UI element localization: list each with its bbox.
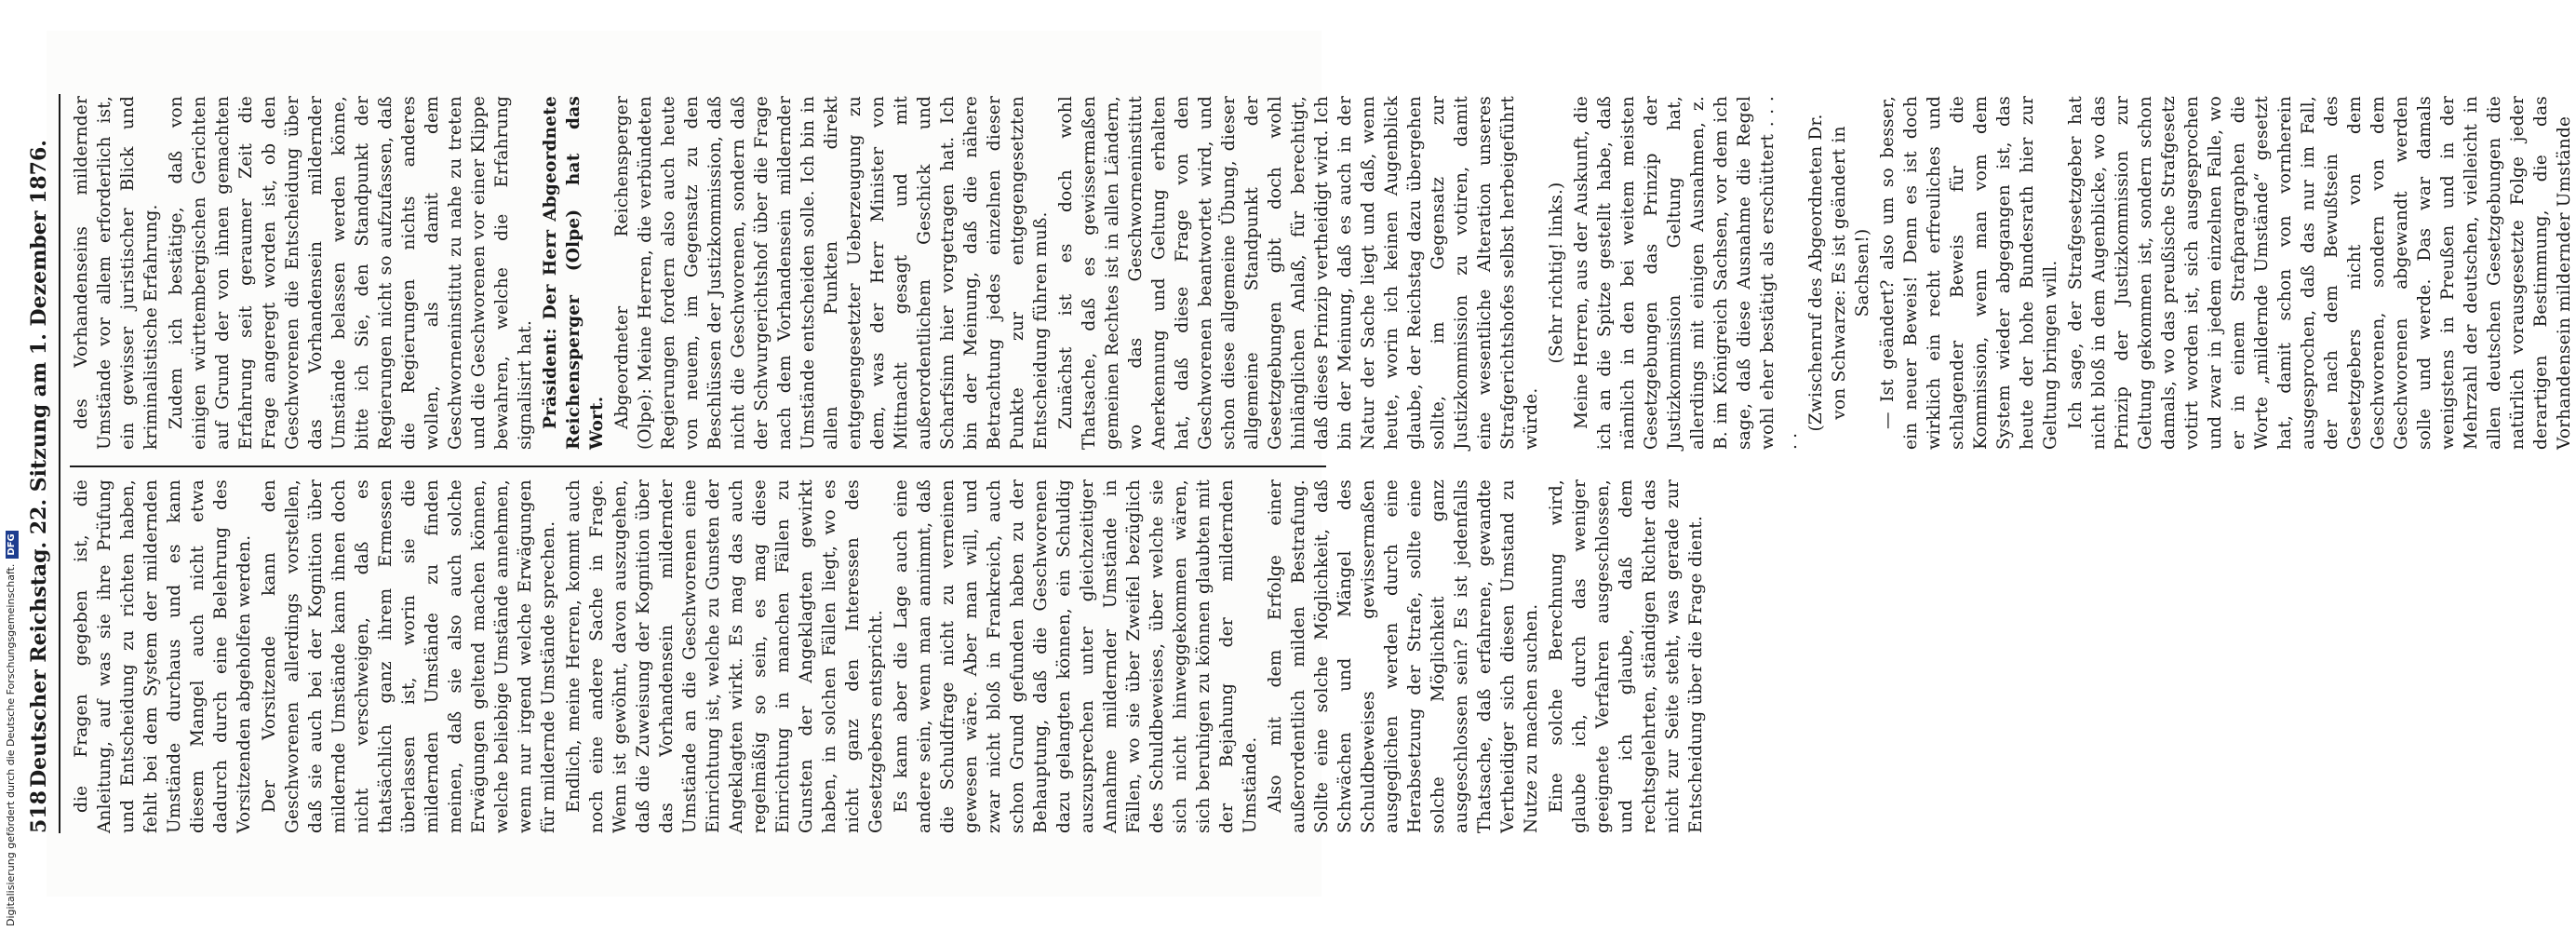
dfg-logo: DFG xyxy=(6,531,19,558)
credit-text: Digitalisierung gefördert durch die Deutsche Forschungsgemeinschaft. xyxy=(5,563,17,926)
paragraph: Endlich, meine Herren, kommt auch noch eine andere Sache in Frage. Wenn ist gewöhnt, davon auszugehen, daß die Zuweisung der Kognition über das Vorhandensein mildernder Umstände an die Geschworenen eine Einrichtung ist, welche zu Gunsten der Angeklagten wirkt. Es mag das auch regelmäßig so sein, es mag diese Einrichtung in manchen Fällen zu Gunsten der Angeklagten gewirkt haben, in solchen Fällen liegt, wo es nicht ganz den Interessen des Gesetzgebers entspricht. xyxy=(564,479,886,833)
left-column xyxy=(70,479,1706,833)
rotated-page-content xyxy=(14,68,2574,859)
paragraph: die Fragen gegeben ist, die Anleitung, auf was sie ihre Prüfung und Entscheidung zu richten haben, fehlt bei dem System der mildernden Umstände durchaus und es kann diesem Mangel auch nicht etwa dadurch durch eine Belehrung des Vorsitzenden abgeholfen werden. xyxy=(72,479,254,833)
paragraph: Der Vorsitzende kann den Geschworenen allerdings vorstellen, daß sie auch bei der Kognition über mildernde Umstände kann ihnen doch nicht verschweigen, daß es thatsächlich ganz ihrem Ermessen überlassen ist, worin sie die mildernden Umstände zu finden meinen, daß sie also auch solche Erwägungen geltend machen können, welche beliebige Umstände annehmen, wenn nur irgend welche Erwägungen für mildernde Umstände sprechen. xyxy=(260,479,558,833)
paragraph: Zunächst ist es doch wohl Thatsache, daß es gewissermaßen gemeinen Rechtes ist in allen Ländern, wo das Geschworneninstitut Anerkennung und Geltung erhalten hat, daß diese Frage von den Geschworenen beantwortet wird, und schon diese allgemeine Übung, dieser allgemeine Standpunkt der Gesetzgebungen gibt doch wohl hinlänglichen Anlaß, für berechtigt, daß dieses Prinzip vertheidigt wird. Ich bin der Meinung, daß es auch in der Natur der Sache liegt und daß, wenn heute, worin ich keinen Augenblick glaube, der Reichstag dazu übergehen sollte, im Gegensatz zur Justizkommission zu votiren, damit eine wesentliche Alteration unseres Strafgerichtshofes selbst herbeigeführt würde. xyxy=(1056,96,1541,450)
paragraph: Abgeordneter Reichensperger (Olpe): Meine Herren, die verbündeten Regierungen fordern also auch heute von neuem, im Gegensatz zu den Beschlüssen der Justizkommission, daß nicht die Geschworenen, sondern daß der Schwurgerichtshof über die Frage nach dem Vorhandensein mildernder Umstände entscheiden solle. Ich bin in allen Punkten direkt entgegengesetzter Ueberzeugung zu dem, was der Herr Minister von Mittnacht gesagt und mit außerordentlichem Geschick und Scharfsinn hier vorgetragen hat. Ich bin der Meinung, daß die nähere Betrachtung jedes einzelnen dieser Punkte zur entgegengesetzten Entscheidung führen muß. xyxy=(612,96,1051,450)
paragraph: — Ist geändert? also um so besser, ein neuer Beweis! Denn es ist doch wirklich ein recht erfreuliches und schlagender Beweis für die Kommission, wenn man vom dem System wieder abgegangen ist, das heute der hohe Bundesrath hier zur Geltung bringen will. xyxy=(1878,96,2060,450)
page-header xyxy=(25,94,60,833)
interjection: (Zwischenruf des Abgeordneten Dr. von Schwarze: Es ist geändert in Sachsen!) xyxy=(1806,114,1872,432)
right-column xyxy=(70,96,2574,450)
paragraph: Eine solche Berechnung wird, glaube ich, durch das weniger geeignete Verfahren ausgeschlossen, und ich glaube, daß dem rechtsgelehrten, ständigen Richter das nicht zur Seite steht, was gerade zur Entscheidung über die Frage dient. xyxy=(1547,479,1706,833)
paragraph: Also mit dem Erfolge einer außerordentlich milden Bestrafung. Sollte eine solche Möglichkeit, daß Schwächen und Mängel des Schuldbeweises gewissermaßen ausgeglichen werden durch eine Herabsetzung der Strafe, sollte eine solche Möglichkeit ganz ausgeschlossen sein? Es ist jedenfalls Thatsache, daß erfahrene, gewandte Vertheidiger sich diesen Umstand zu Nutze zu machen suchen. xyxy=(1266,479,1541,833)
interjection: (Sehr richtig! links.) xyxy=(1547,182,1566,364)
scanned-page xyxy=(27,31,2574,897)
running-head: Deutscher Reichstag. 22. Sitzung am 1. Dezember 1876. xyxy=(27,140,51,788)
paragraph: des Vorhandenseins mildernder Umstände vor allem erforderlich ist, ein gewisser juristischer Blick und kriminalistische Erfahrung. xyxy=(72,96,161,450)
paragraph: Zudem ich bestätige, daß von einigen württembergischen Gerichten auf Grund der von ihnen gemachten Erfahrung seit geraumer Zeit die Frage angeregt worden ist, ob den Geschworenen die Entscheidung über das Vorhandensein mildernder Umstände belassen werden könne, bitte ich Sie, den Standpunkt der Regierungen nicht so aufzufassen, daß die Regierungen nichts anderes wollen, als damit dem Geschworneninstitut zu nahe zu treten und die Geschworenen vor einer Klippe bewahren, welche die Erfahrung signalisirt hat. xyxy=(167,96,535,450)
page-number: 518 xyxy=(27,790,51,833)
paragraph: Es kann aber die Lage auch eine andere sein, wenn man annimmt, daß die Schuldfrage nicht zu verneinen gewesen wäre. Aber man will, und zwar nicht bloß in Frankreich, auch schon Grund gefunden haben zu der Behauptung, daß die Geschworenen dazu gelangten können, ein Schuldig auszusprechen unter gleichzeitiger Annahme mildernder Umstände in Fällen, wo sie über Zweifel bezüglich des Schuldbeweises, über welche sie sich nicht hinweggekommen wären, sich beruhigen zu können glaubten mit der Bejahung der mildernden Umstände. xyxy=(892,479,1260,833)
speaker-paragraph: Präsident: Der Herr Abgeordnete Reichensperger (Olpe) hat das Wort. xyxy=(541,96,607,450)
column-divider xyxy=(70,466,1326,467)
paragraph: Meine Herren, aus der Auskunft, die ich an die Spitze gestellt habe, daß nämlich in den bei weitem meisten Gesetzgebungen das Prinzip der Justizkommission Geltung hat, allerdings mit einigen Ausnahmen, z. B. im Königreich Sachsen, vor dem ich sage, daß diese Ausnahme die Regel wohl eher bestätigt als erschüttert . . . . . xyxy=(1572,96,1801,450)
digitization-credit xyxy=(3,533,20,926)
paragraph: Ich sage, der Strafgesetzgeber hat nicht bloß in dem Augenblicke, wo das Prinzip der Justizkommission zur Geltung gekommen ist, sondern schon damals, wo das preußische Strafgesetz votirt worden ist, sich ausgesprochen und zwar in jedem einzelnen Falle, wo er in einem Strafparagraphen die Worte „mildernde Umstände“ gesetzt hat, damit schon von vornherein ausgesprochen, daß das nur im Fall, der nach dem Bewußtsein des Gesetzgebers nicht von dem Geschworenen, sondern von dem Geschworenen abgewandt werden solle und werde. Das war damals wenigstens in Preußen und in der Mehrzahl der deutschen, vielleicht in allen deutschen Gesetzgebungen die natürlich vorausgesetzte Folge jeder derartigen Bestimmung, die das Vorhandensein mildernder Umstände xyxy=(2066,96,2574,450)
